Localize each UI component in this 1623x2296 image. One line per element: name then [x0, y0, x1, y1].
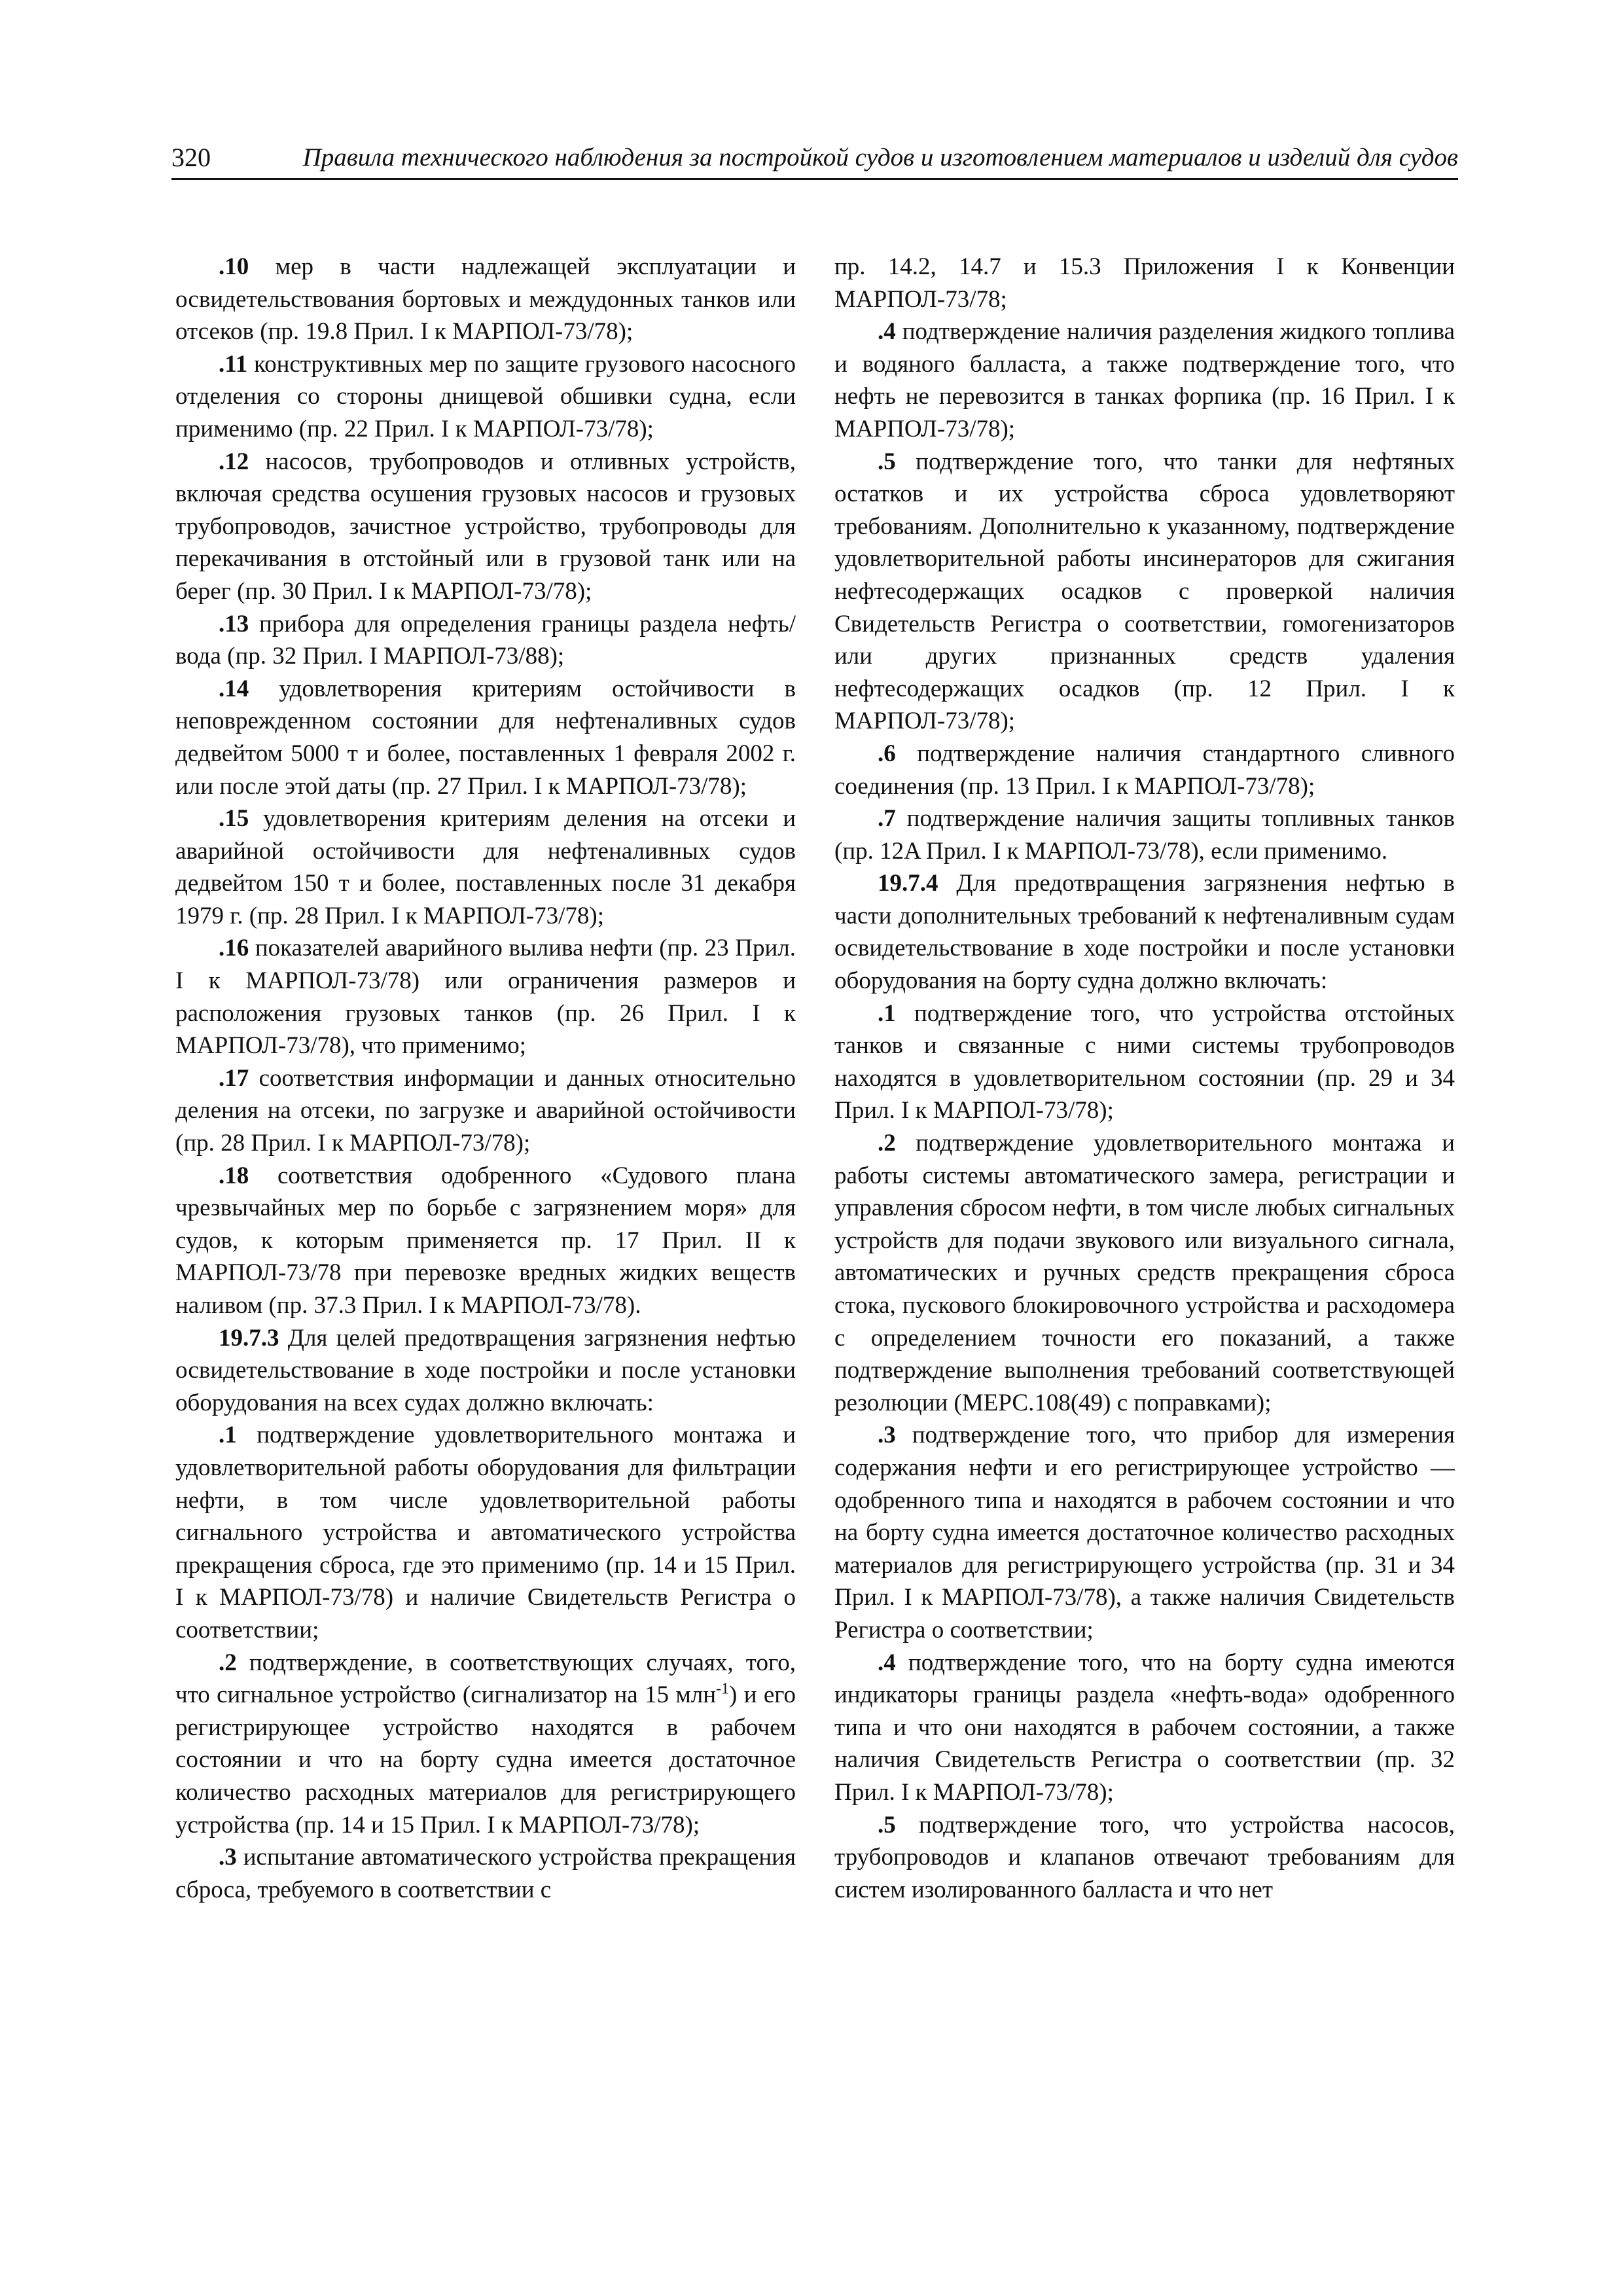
right-column — [834, 251, 1455, 1906]
paragraph-text: подтверждение того, что танки для нефтяных остатков и их устройства сброса удовлетворяют требованиям. Дополнительно к указанному, подтверждение удовлетворительной работы инсинераторов для сжигания нефтесодержащих осадков с проверкой наличия Свидетельств Регистра о соответствии, гомогенизаторов или других признанных средств удаления нефтесодержащих осадков (пр. 12 Прил. I к МАРПОЛ-73/78); — [834, 448, 1455, 735]
item-number: .16 — [219, 935, 249, 962]
paragraph-text: показателей аварийного вылива нефти (пр. 23 Прил. I к МАРПОЛ-73/78) или ограничения размеров и расположения грузовых танков (пр. 26 Прил. I к МАРПОЛ-73/78), что применимо; — [175, 935, 796, 1060]
paragraph-text: соответствия информации и данных относительно деления на отсеки, по загрузке и аварийной остойчивости (пр. 28 Прил. I к МАРПОЛ-73/78); — [175, 1064, 796, 1157]
paragraph-text: подтверждение того, что на борту судна имеются индикаторы границы раздела «нефть-вода» одобренного типа и что они находятся в рабочем состоянии, а также наличия Свидетельств Регистра о соответствии (пр. 32 Прил. I к МАРПОЛ-73/78); — [834, 1649, 1455, 1806]
paragraph-text: удовлетворения критериям остойчивости в неповрежденном состоянии для нефтеналивных судов дедвейтом 5000 т и более, поставленных 1 февраля 2002 г. или после этой даты (пр. 27 Прил. I к МАРПОЛ-73/78); — [175, 675, 796, 800]
paragraph-text: ) и его регистрирующее устройство находятся в рабочем состоянии и что на борту судна имеется достаточное количество расходных материалов для регистрирующего устройства (пр. 14 и 15 Прил. I к МАРПОЛ-73/78); — [175, 1681, 796, 1839]
item-number: .13 — [219, 610, 249, 637]
paragraph-text: подтверждение наличия стандартного сливного соединения (пр. 13 Прил. I к МАРПОЛ-73/78); — [834, 740, 1455, 800]
paragraph-text: подтверждение удовлетворительного монтажа и удовлетворительной работы оборудования для фильтрации нефти, в том числе удовлетворительной работы сигнального устройства и автоматического устройства прекращения сброса, где это применимо (пр. 14 и 15 Прил. I к МАРПОЛ-73/78) и наличие Свидетельств Регистра о соответствии; — [175, 1422, 796, 1643]
item-number: .3 — [878, 1422, 896, 1449]
paragraph — [175, 802, 796, 932]
item-number: .12 — [219, 448, 249, 475]
paragraph — [834, 251, 1455, 315]
paragraph-text: прибора для определения границы раздела нефть/вода (пр. 32 Прил. I МАРПОЛ-73/88); — [175, 610, 796, 670]
paragraph — [834, 1647, 1455, 1809]
paragraph-text: удовлетворения критериям деления на отсеки и аварийной остойчивости для нефтеналивных судов дедвейтом 150 т и более, поставленных после 31 декабря 1979 г. (пр. 28 Прил. I к МАРПОЛ-73/78); — [175, 805, 796, 929]
paragraph — [175, 1419, 796, 1646]
paragraph — [834, 867, 1455, 997]
paragraph-text: подтверждение того, что устройства насосов, трубопроводов и клапанов отвечают требованиям для систем изолированного балласта и что нет — [834, 1811, 1455, 1903]
paragraph-text: подтверждение наличия защиты топливных танков (пр. 12A Прил. I к МАРПОЛ-73/78), если применимо. — [834, 805, 1455, 865]
running-title: Правила технического наблюдения за постройкой судов и изготовлением материалов и изделий для судов — [302, 143, 1458, 171]
paragraph-text: подтверждение наличия разделения жидкого топлива и водяного балласта, а также подтверждение того, что нефть не перевозится в танках форпика (пр. 16 Прил. I к МАРПОЛ-73/78); — [834, 318, 1455, 442]
item-number: .18 — [219, 1162, 249, 1189]
item-number: .11 — [219, 350, 248, 378]
paragraph — [834, 997, 1455, 1127]
paragraph — [175, 932, 796, 1062]
paragraph — [834, 1809, 1455, 1907]
paragraph-text: пр. 14.2, 14.7 и 15.3 Приложения I к Конвенции МАРПОЛ-73/78; — [834, 253, 1455, 313]
paragraph-text: испытание автоматического устройства прекращения сброса, требуемого в соответствии с — [175, 1844, 796, 1903]
item-number: .15 — [219, 805, 249, 833]
paragraph — [834, 446, 1455, 738]
paragraph-text: конструктивных мер по защите грузового насосного отделения со стороны днищевой обшивки судна, если применимо (пр. 22 Прил. I к МАРПОЛ-73/78); — [175, 350, 796, 442]
item-number: .1 — [878, 999, 896, 1027]
item-number: .6 — [878, 740, 896, 767]
item-number: .5 — [878, 1811, 896, 1839]
paragraph — [834, 802, 1455, 867]
item-number: 19.7.3 — [219, 1324, 279, 1352]
page-header — [171, 139, 1458, 180]
paragraph-text: подтверждение удовлетворительного монтажа и работы системы автоматического замера, регистрации и управления сбросом нефти, в том числе любых сигнальных устройств для подачи звукового или визуального сигнала, автоматических и ручных средств прекращения сброса стока, пускового блокировочного устройства и расходомера с определением точности его показаний, а также подтверждение выполнения требований соответствующей резолюции (МЕРС.108(49) с поправками); — [834, 1130, 1455, 1416]
paragraph — [175, 1322, 796, 1420]
paragraph — [834, 315, 1455, 445]
item-number: .2 — [219, 1649, 237, 1676]
paragraph — [175, 446, 796, 608]
item-number: .14 — [219, 675, 249, 702]
item-number: .1 — [219, 1422, 237, 1449]
paragraph — [175, 348, 796, 446]
paragraph-text: подтверждение того, что устройства отстойных танков и связанные с ними системы трубопроводов находятся в удовлетворительном состоянии (пр. 29 и 34 Прил. I к МАРПОЛ-73/78); — [834, 999, 1455, 1124]
paragraph — [175, 251, 796, 348]
paragraph — [175, 608, 796, 673]
item-number: 19.7.4 — [878, 870, 938, 897]
item-number: .3 — [219, 1844, 237, 1871]
item-number: .5 — [878, 448, 896, 475]
paragraph — [175, 1062, 796, 1160]
paragraph — [175, 1841, 796, 1906]
item-number: .17 — [219, 1064, 249, 1092]
paragraph-text: подтверждение, в соответствующих случаях, того, что сигнальное устройство (сигнализатор на 15 млн — [175, 1649, 796, 1709]
paragraph-text: соответствия одобренного «Судового плана чрезвычайных мер по борьбе с загрязнением моря» для судов, к которым применяется пр. 17 Прил. II к МАРПОЛ-73/78 при перевозке вредных жидких веществ наливом (пр. 37.3 Прил. I к МАРПОЛ-73/78). — [175, 1162, 796, 1319]
item-number: .4 — [878, 1649, 896, 1676]
paragraph — [834, 1419, 1455, 1646]
paragraph-text: Для целей предотвращения загрязнения нефтью освидетельствование в ходе постройки и после установки оборудования на всех судах должно включать: — [175, 1324, 796, 1416]
paragraph-text: мер в части надлежащей эксплуатации и освидетельствования бортовых и междудонных танков или отсеков (пр. 19.8 Прил. I к МАРПОЛ-73/78); — [175, 253, 796, 346]
paragraph — [834, 1127, 1455, 1419]
item-number: .7 — [878, 805, 896, 833]
item-number: .2 — [878, 1130, 896, 1157]
superscript: -1 — [716, 1680, 730, 1698]
paragraph-text: насосов, трубопроводов и отливных устройств, включая средства осушения грузовых насосов и грузовых трубопроводов, зачистное устройство, трубопроводы для перекачивания в отстойный или в грузовой танк или на берег (пр. 30 Прил. I к МАРПОЛ-73/78); — [175, 448, 796, 605]
paragraph — [834, 738, 1455, 802]
item-number: .10 — [219, 253, 249, 280]
paragraph-text: Для предотвращения загрязнения нефтью в части дополнительных требований к нефтеналивным судам освидетельствование в ходе постройки и после установки оборудования на борту судна должно включать: — [834, 870, 1455, 995]
paragraph — [175, 1647, 796, 1842]
page-number: 320 — [171, 143, 211, 172]
left-column — [175, 251, 796, 1906]
paragraph-text: подтверждение того, что прибор для измерения содержания нефти и его регистрирующее устройство — одобренного типа и находятся в рабочем состоянии и что на борту судна имеется достаточное количество расходных материалов для регистрирующего устройства (пр. 31 и 34 Прил. I к МАРПОЛ-73/78), а также наличия Свидетельств Регистра о соответствии; — [834, 1422, 1455, 1643]
item-number: .4 — [878, 318, 896, 346]
paragraph — [175, 1160, 796, 1322]
paragraph — [175, 673, 796, 802]
